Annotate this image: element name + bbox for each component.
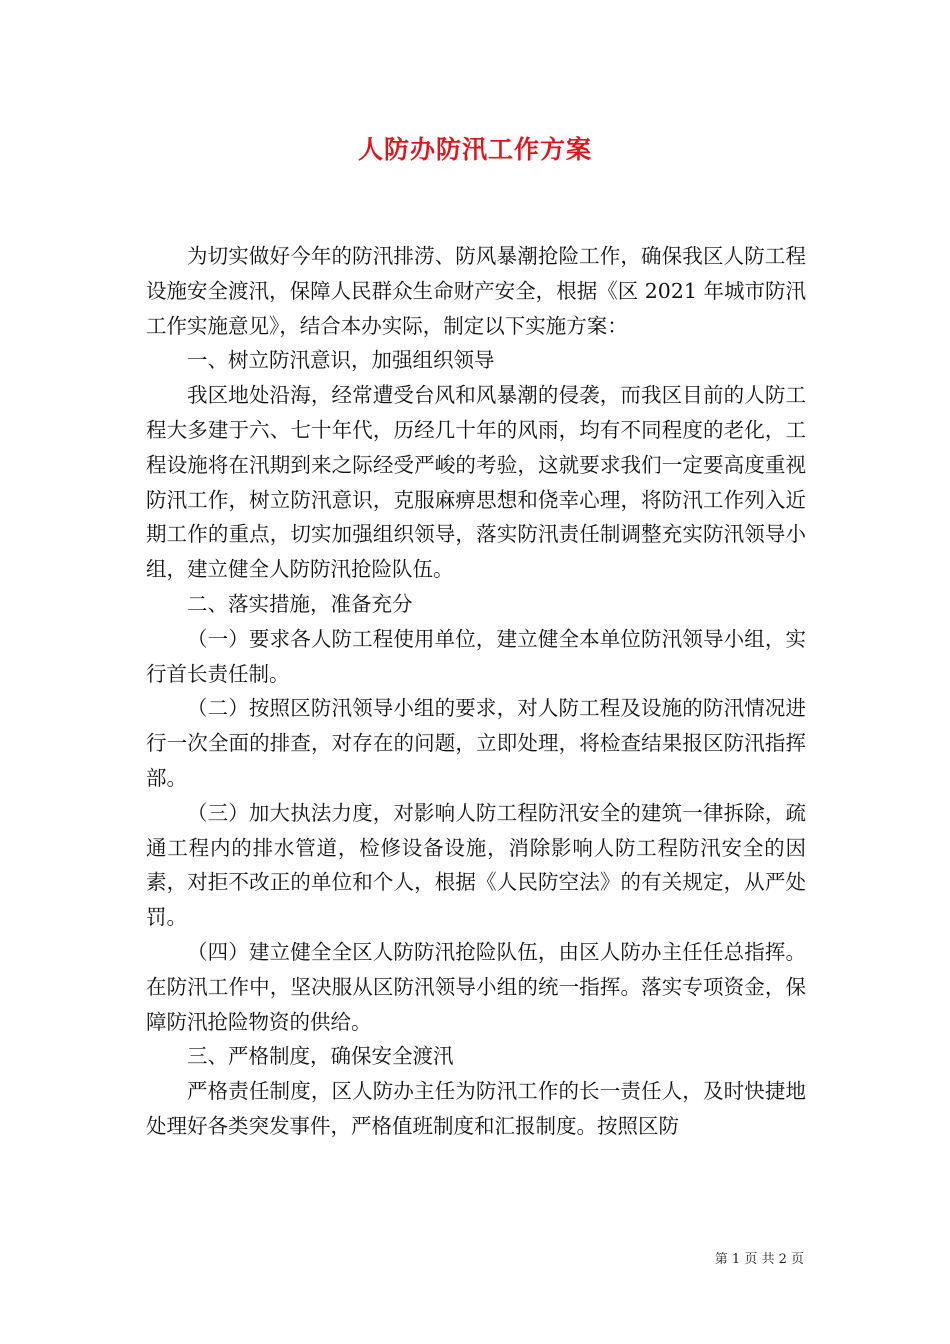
measure-4-paragraph: （四）建立健全全区人防防汛抢险队伍，由区人防办主任任总指挥。在防汛工作中，坚决服从区防汛领导小组的统一指挥。落实专项资金，保障防汛抢险物资的供给。 bbox=[146, 939, 806, 1034]
section-heading-1: 一、树立防汛意识，加强组织领导 bbox=[187, 348, 495, 373]
section-heading-2: 二、落实措施，准备充分 bbox=[187, 591, 413, 616]
document-title: 人防办防汛工作方案 bbox=[357, 135, 592, 164]
document-body bbox=[146, 239, 806, 1144]
page-number-footer: 第 1 页 共 2 页 bbox=[714, 1252, 804, 1267]
intro-paragraph: 为切实做好今年的防汛排涝、防风暴潮抢险工作，确保我区人防工程设施安全渡汛，保障人民群众生命财产安全，根据《区 2021 年城市防汛工作实施意见》，结合本办实际，制定以下实施方案： bbox=[146, 244, 806, 338]
section-heading-3: 三、严格制度，确保安全渡汛 bbox=[187, 1044, 454, 1069]
section-1-paragraph: 我区地处沿海，经常遭受台风和风暴潮的侵袭，而我区目前的人防工程大多建于六、七十年代，历经几十年的风雨，均有不同程度的老化，工程设施将在汛期到来之际经受严峻的考验，这就要求我们一定要高度重视防汛工作，树立防汛意识，克服麻痹思想和侥幸心理，将防汛工作列入近期工作的重点，切实加强组织领导，落实防汛责任制调整充实防汛领导小组，建立健全人防防汛抢险队伍。 bbox=[146, 383, 806, 582]
section-3-paragraph: 严格责任制度，区人防办主任为防汛工作的长一责任人，及时快捷地处理好各类突发事件，严格值班制度和汇报制度。按照区防 bbox=[146, 1079, 806, 1138]
measure-3-paragraph: （三）加大执法力度，对影响人防工程防汛安全的建筑一律拆除，疏通工程内的排水管道，检修设备设施，消除影响人防工程防汛安全的因素，对拒不改正的单位和个人，根据《人民防空法》的有关规定，从严处罚。 bbox=[146, 800, 806, 930]
measure-2-paragraph: （二）按照区防汛领导小组的要求，对人防工程及设施的防汛情况进行一次全面的排查，对存在的问题，立即处理，将检查结果报区防汛指挥部。 bbox=[146, 696, 806, 790]
measure-1-paragraph: （一）要求各人防工程使用单位，建立健全本单位防汛领导小组，实行首长责任制。 bbox=[146, 626, 806, 686]
